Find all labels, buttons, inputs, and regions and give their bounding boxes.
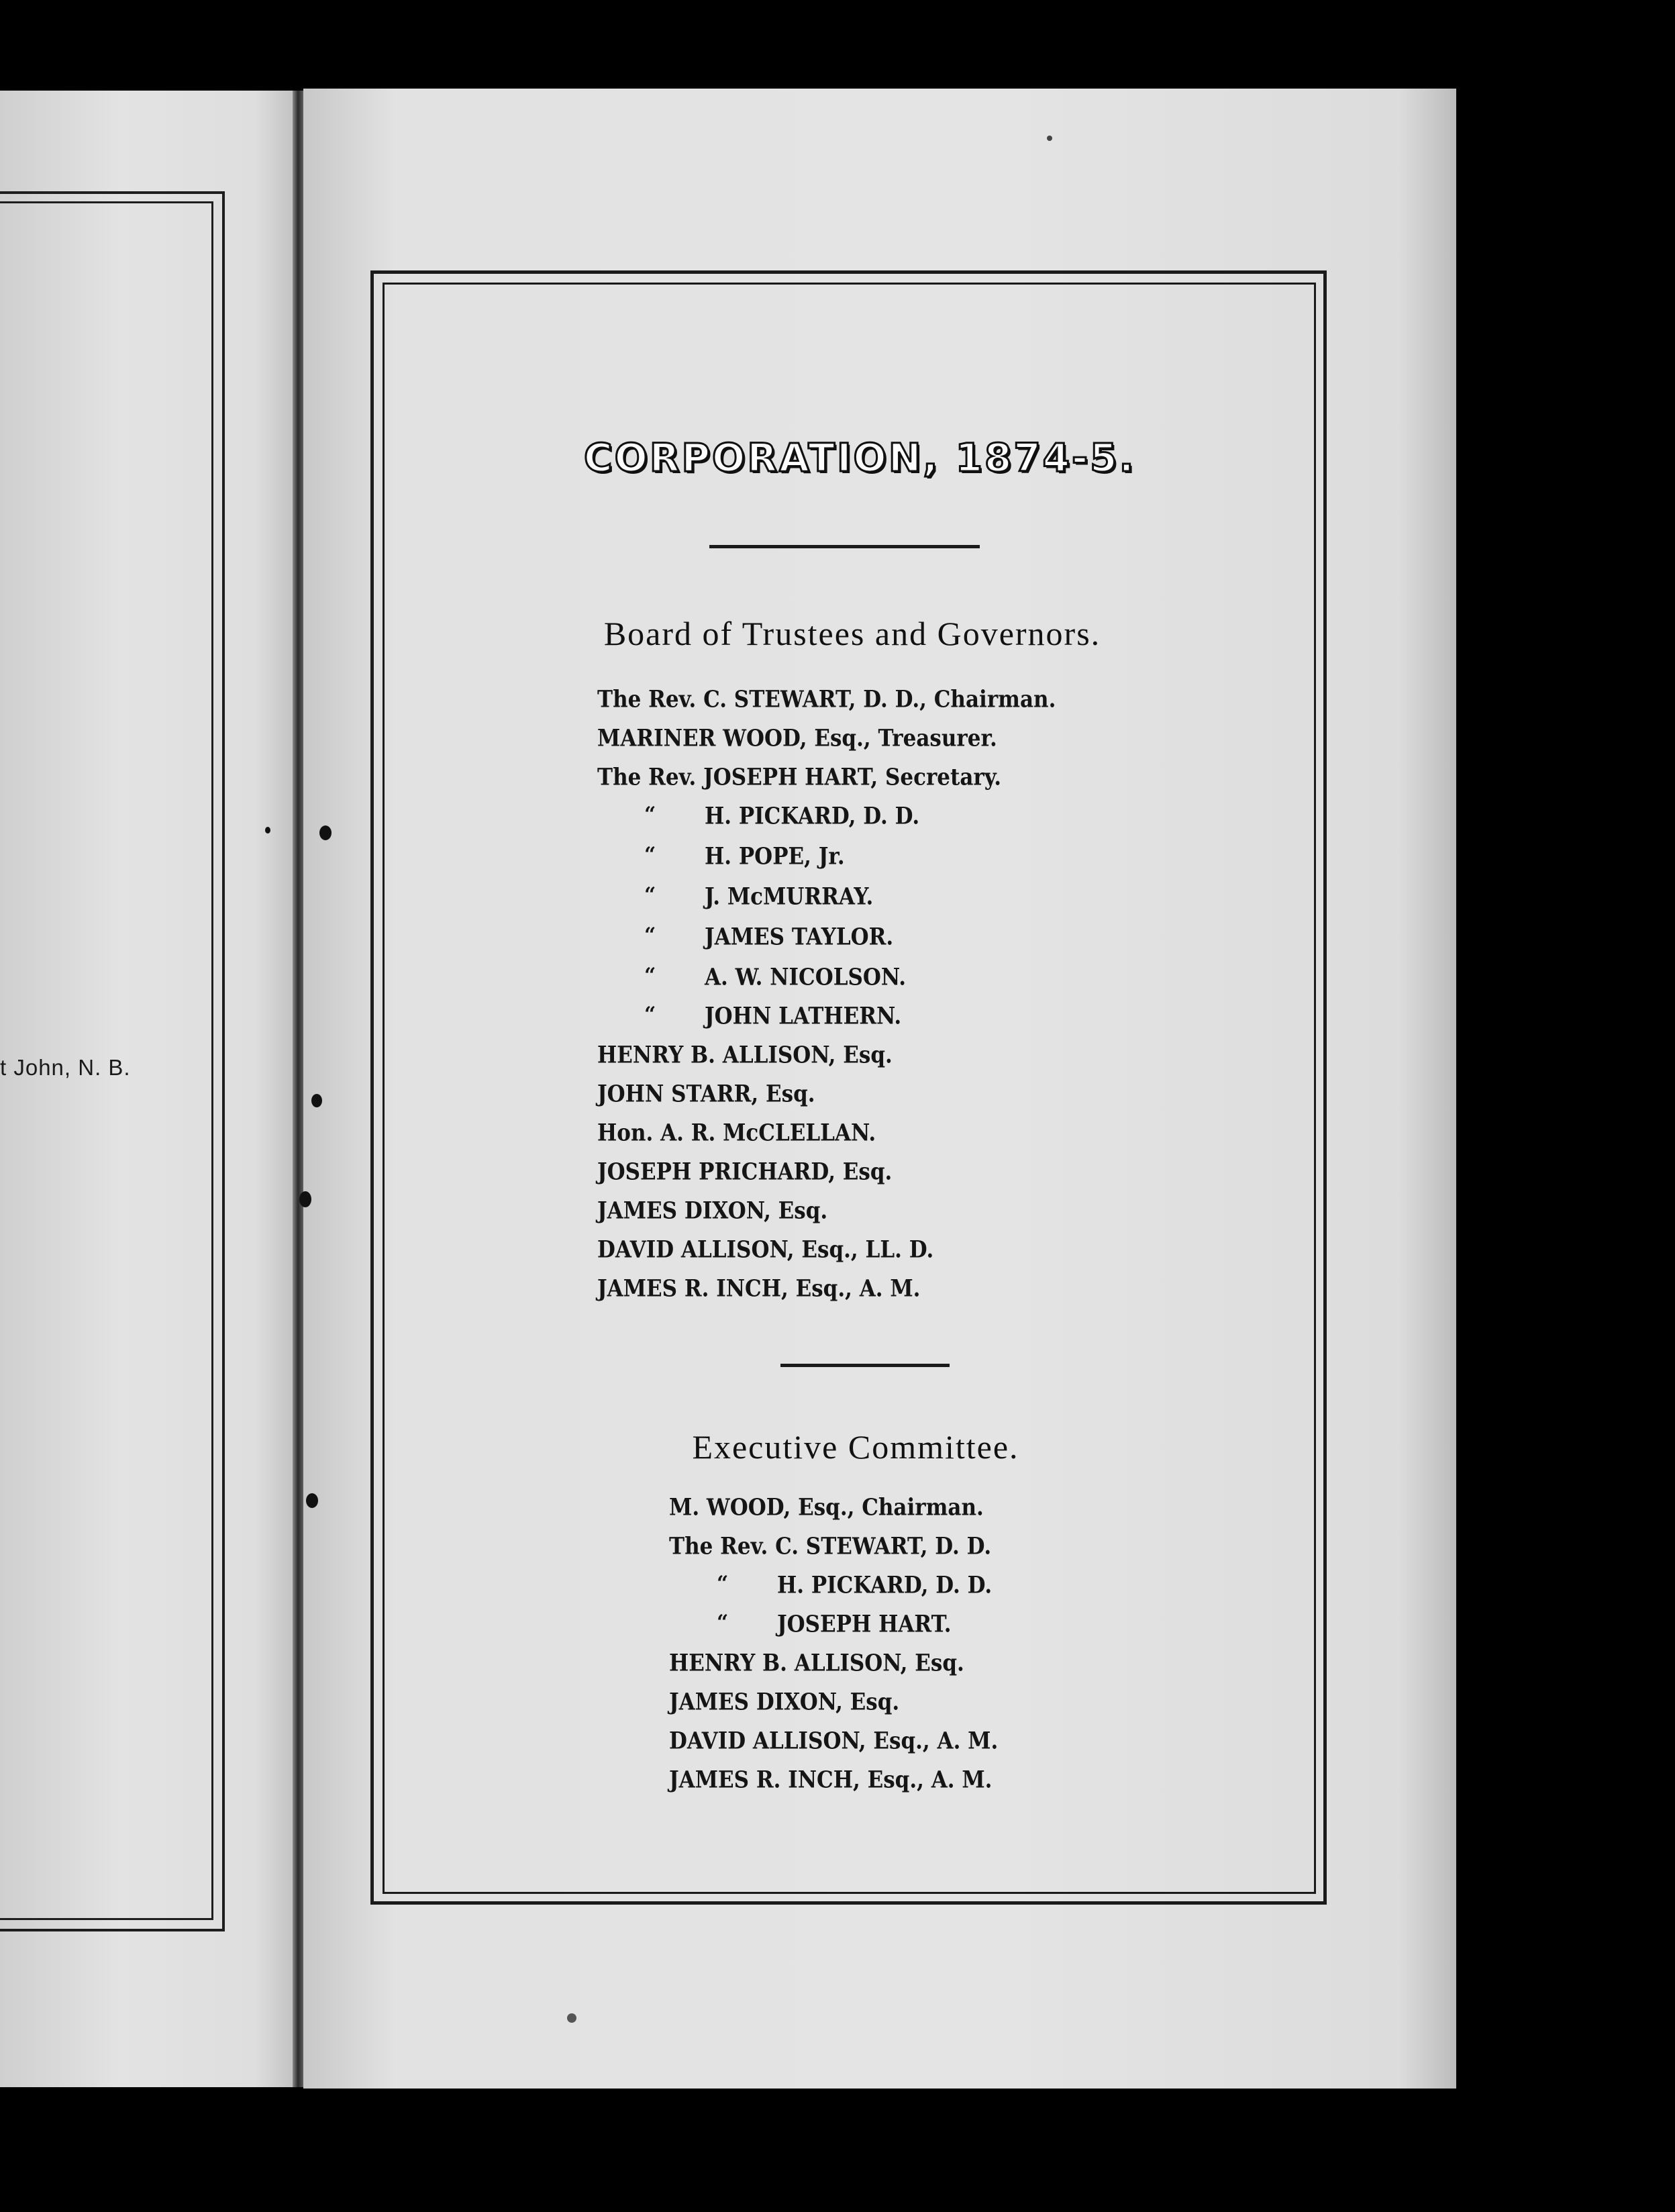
board-member: JOSEPH PRICHARD, Esq. (597, 1158, 893, 1186)
board-member: H. POPE, Jr. (705, 843, 845, 870)
ditto-mark: “ (644, 964, 656, 987)
board-member: The Rev. C. STEWART, D. D., Chairman. (597, 686, 1056, 713)
board-member: Hon. A. R. McCLELLAN. (597, 1119, 876, 1147)
board-member: J. McMURRAY. (705, 883, 874, 911)
speck (1047, 136, 1052, 141)
committee-member: H. PICKARD, D. D. (777, 1572, 993, 1599)
board-member: JOHN LATHERN. (705, 1003, 902, 1030)
speck (567, 2013, 576, 2023)
binding-hole (306, 1493, 318, 1508)
ditto-mark: “ (644, 883, 656, 907)
ditto-mark: “ (644, 803, 656, 826)
board-member: JAMES DIXON, Esq. (597, 1197, 828, 1225)
ditto-mark: “ (644, 923, 656, 947)
binding-hole (299, 1191, 311, 1207)
board-member: JAMES TAYLOR. (705, 923, 894, 951)
ditto-mark: “ (644, 843, 656, 866)
binding-hole (319, 825, 332, 840)
page-title: CORPORATION, 1874-5. (584, 435, 1136, 481)
left-page-text-fragment: t John, N. B. (0, 1055, 131, 1080)
committee-member: JOSEPH HART. (777, 1611, 952, 1638)
board-member: JAMES R. INCH, Esq., A. M. (597, 1275, 921, 1303)
ditto-mark: “ (644, 1003, 656, 1026)
executive-heading: Executive Committee. (692, 1428, 1019, 1466)
speck (265, 827, 270, 834)
board-member: A. W. NICOLSON. (705, 964, 907, 991)
section-rule (780, 1364, 950, 1367)
title-rule (709, 545, 980, 548)
board-member: H. PICKARD, D. D. (705, 803, 920, 830)
board-member: DAVID ALLISON, Esq., LL. D. (597, 1236, 934, 1264)
board-member: JOHN STARR, Esq. (597, 1080, 815, 1108)
committee-member: M. WOOD, Esq., Chairman. (669, 1494, 984, 1521)
board-heading: Board of Trustees and Governors. (603, 615, 1101, 652)
binding-hole (311, 1094, 322, 1107)
committee-member: HENRY B. ALLISON, Esq. (669, 1650, 964, 1677)
ditto-mark: “ (717, 1572, 729, 1595)
board-member: HENRY B. ALLISON, Esq. (597, 1042, 893, 1069)
board-member: The Rev. JOSEPH HART, Secretary. (597, 764, 1002, 791)
committee-member: DAVID ALLISON, Esq., A. M. (669, 1727, 999, 1755)
committee-member: The Rev. C. STEWART, D. D. (669, 1533, 992, 1560)
board-member: MARINER WOOD, Esq., Treasurer. (597, 725, 997, 752)
ditto-mark: “ (717, 1611, 729, 1634)
committee-member: JAMES R. INCH, Esq., A. M. (669, 1766, 993, 1794)
committee-member: JAMES DIXON, Esq. (669, 1689, 900, 1716)
